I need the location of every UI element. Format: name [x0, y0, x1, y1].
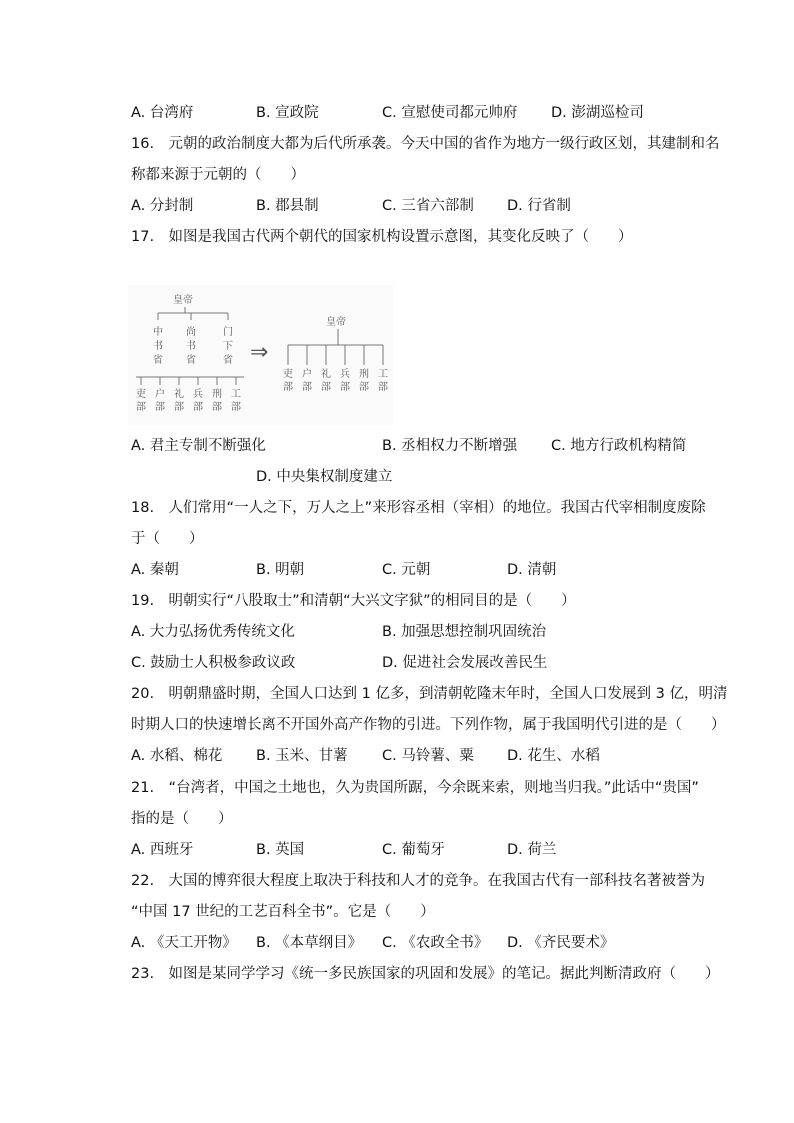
- transform-arrow: ⇒: [250, 340, 269, 365]
- q15-option-c[interactable]: C. 宣慰使司都元帅府: [382, 105, 518, 121]
- right-emperor: 皇帝: [326, 317, 346, 328]
- right-ministry-5: 工部: [378, 369, 388, 393]
- q15-option-b[interactable]: B. 宣政院: [256, 105, 319, 121]
- q19-option-b[interactable]: B. 加强思想控制巩固统治: [382, 624, 547, 640]
- q17-stem: 17. 如图是我国古代两个朝代的国家机构设置示意图，其变化反映了（ ）: [131, 229, 633, 245]
- right-ministry-4: 刑部: [359, 369, 369, 393]
- q19-stem: 19. 明朝实行“八股取士”和清朝“大兴文字狱”的相同目的是（ ）: [131, 593, 576, 609]
- q21-option-b[interactable]: B. 英国: [256, 842, 305, 858]
- q18-stem-line2: 于（ ）: [131, 531, 204, 547]
- q18-stem-line1: 18. 人们常用“一人之下，万人之上”来形容丞相（宰相）的地位。我国古代宰相制度废除: [131, 500, 706, 516]
- q20-stem-line1: 20. 明朝鼎盛时期，全国人口达到 1 亿多，到清朝乾隆末年时，全国人口发展到 3 亿，明清: [131, 686, 728, 702]
- q19-option-a[interactable]: A. 大力弘扬优秀传统文化: [131, 624, 295, 640]
- q16-stem-line2: 称都来源于元朝的（ ）: [131, 167, 305, 183]
- q17-option-d[interactable]: D. 中央集权制度建立: [256, 469, 393, 485]
- q22-option-c[interactable]: C. 《农政全书》: [382, 935, 489, 951]
- left-secretariat-0: 中书省: [153, 327, 163, 366]
- q15-option-a[interactable]: A. 台湾府: [131, 105, 194, 121]
- q16-option-c[interactable]: C. 三省六部制: [382, 198, 474, 214]
- left-ministry-3: 兵部: [193, 389, 203, 413]
- q21-stem-line1: 21. “台湾者，中国之土地也，久为贵国所踞，今余既来索，则地当归我。”此话中“贵国”: [131, 780, 699, 796]
- left-ministry-2: 礼部: [174, 389, 184, 413]
- q18-option-b[interactable]: B. 明朝: [256, 562, 305, 578]
- q16-option-a[interactable]: A. 分封制: [131, 198, 194, 214]
- q22-stem-line1: 22. 大国的博弈很大程度上取决于科技和人才的竞争。在我国古代有一部科技名著被誉为: [131, 873, 706, 889]
- right-ministry-2: 礼部: [321, 369, 331, 393]
- right-ministry-0: 吏部: [283, 369, 293, 393]
- right-ministry-3: 兵部: [340, 369, 350, 393]
- q19-option-c[interactable]: C. 鼓励士人积极参政议政: [131, 655, 296, 671]
- q21-option-c[interactable]: C. 葡萄牙: [382, 842, 445, 858]
- q18-option-d[interactable]: D. 清朝: [507, 562, 557, 578]
- q17-option-b[interactable]: B. 丞相权力不断增强: [382, 438, 518, 454]
- q22-option-b[interactable]: B. 《本草纲目》: [256, 935, 363, 951]
- q22-option-d[interactable]: D. 《齐民要术》: [507, 935, 615, 951]
- q19-option-d[interactable]: D. 促进社会发展改善民生: [382, 655, 548, 671]
- q18-option-a[interactable]: A. 秦朝: [131, 562, 179, 578]
- q17-option-a[interactable]: A. 君主专制不断强化: [131, 438, 266, 454]
- q22-option-a[interactable]: A. 《天工开物》: [131, 935, 237, 951]
- q21-option-a[interactable]: A. 西班牙: [131, 842, 194, 858]
- q20-option-b[interactable]: B. 玉米、甘薯: [256, 748, 348, 764]
- left-ministry-0: 吏部: [136, 389, 146, 413]
- q21-option-d[interactable]: D. 荷兰: [507, 842, 557, 858]
- q16-stem-line1: 16. 元朝的政治制度大都为后代所承袭。今天中国的省作为地方一级行政区划，其建制和名: [131, 136, 720, 152]
- q21-stem-line2: 指的是（ ）: [131, 811, 233, 827]
- q20-stem-line2: 时期人口的快速增长离不开国外高产作物的引进。下列作物，属于我国明代引进的是（ ）: [131, 717, 726, 733]
- q20-option-d[interactable]: D. 花生、水稻: [507, 748, 600, 764]
- left-emperor: 皇帝: [173, 295, 193, 306]
- right-ministry-1: 户部: [302, 369, 312, 393]
- q17-institution-diagram: [128, 285, 393, 425]
- left-ministry-4: 刑部: [212, 389, 222, 413]
- q17-option-c[interactable]: C. 地方行政机构精简: [551, 438, 687, 454]
- q20-option-c[interactable]: C. 马铃薯、粟: [382, 748, 474, 764]
- q20-option-a[interactable]: A. 水稻、棉花: [131, 748, 223, 764]
- q15-option-d[interactable]: D. 澎湖巡检司: [551, 105, 644, 121]
- left-secretariat-1: 尚书省: [186, 327, 196, 366]
- q16-option-b[interactable]: B. 郡县制: [256, 198, 319, 214]
- q16-option-d[interactable]: D. 行省制: [507, 198, 571, 214]
- q22-stem-line2: “中国 17 世纪的工艺百科全书”。它是（ ）: [131, 904, 435, 920]
- q23-stem: 23. 如图是某同学学习《统一多民族国家的巩固和发展》的笔记。据此判断清政府（ ）: [131, 966, 720, 982]
- left-ministry-5: 工部: [231, 389, 241, 413]
- left-ministry-1: 户部: [155, 389, 165, 413]
- left-secretariat-2: 门下省: [223, 327, 233, 366]
- q18-option-c[interactable]: C. 元朝: [382, 562, 431, 578]
